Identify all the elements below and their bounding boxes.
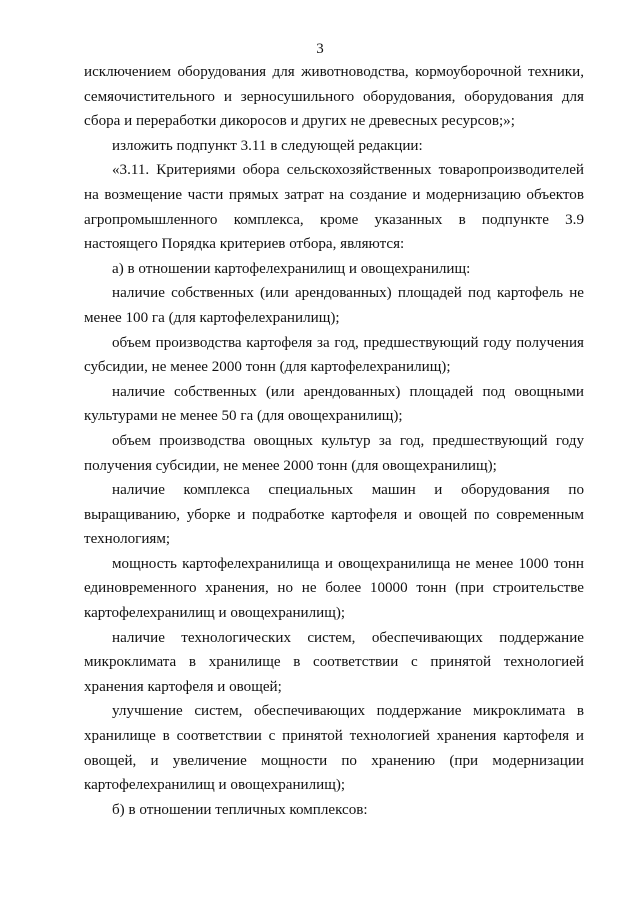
paragraph-item-b-heading: б) в отношении тепличных комплексов: bbox=[112, 801, 368, 818]
paragraph-item-a-heading: а) в отношении картофелехранилищ и овощехранилищ: bbox=[112, 260, 471, 277]
paragraph-criterion-vegetable-area: наличие собственных (или арендованных) площадей под овощными культурами не менее 50 га (для овощехранилищ); bbox=[84, 383, 584, 425]
paragraph-instruction: изложить подпункт 3.11 в следующей редакции: bbox=[112, 137, 423, 154]
paragraph-continuation: исключением оборудования для животноводства, кормоуборочной техники, семяочистительного и зерносушильного оборудования, оборудования для сбора и переработки дикоросов и других не древесных ресурсов;»; bbox=[84, 64, 584, 130]
paragraph-criterion-capacity: мощность картофелехранилища и овощехранилища не менее 1000 тонн единовременного хранения, но не более 10000 тонн (при строительстве картофелехранилищ и овощехранилищ); bbox=[84, 555, 584, 622]
paragraph-criterion-machinery: наличие комплекса специальных машин и оборудования по выращиванию, уборке и подработке картофеля и овощей по современным технологиям; bbox=[84, 482, 584, 548]
paragraph-criterion-microclimate: наличие технологических систем, обеспечивающих поддержание микроклимата в хранилище в соответствии с принятой технологией хранения картофеля и овощей; bbox=[84, 629, 584, 695]
paragraph-criterion-vegetable-volume: объем производства овощных культур за год, предшествующий году получения субсидии, не менее 2000 тонн (для овощехранилищ); bbox=[84, 432, 584, 474]
paragraph-subsection-3-11: «3.11. Критериями обора сельскохозяйственных товаропроизводителей на возмещение части прямых затрат на создание и модернизацию объектов агропромышленного комплекса, кроме указанных в подпункте 3.9 настоящего Порядка критериев отбора, являются: bbox=[84, 162, 584, 253]
paragraph-criterion-potato-volume: объем производства картофеля за год, предшествующий году получения субсидии, не менее 2000 тонн (для картофелехранилищ); bbox=[84, 334, 584, 376]
paragraph-criterion-modernization: улучшение систем, обеспечивающих поддержание микроклимата в хранилище в соответствии с принятой технологией хранения картофеля и овощей, и увеличение мощности по хранению (при модернизации картофелехранилищ и овощехранилищ); bbox=[84, 703, 584, 794]
paragraph-criterion-potato-area: наличие собственных (или арендованных) площадей под картофель не менее 100 га (для картофелехранилищ); bbox=[84, 285, 584, 326]
page-number: 3 bbox=[316, 41, 324, 57]
document-body bbox=[84, 60, 584, 822]
